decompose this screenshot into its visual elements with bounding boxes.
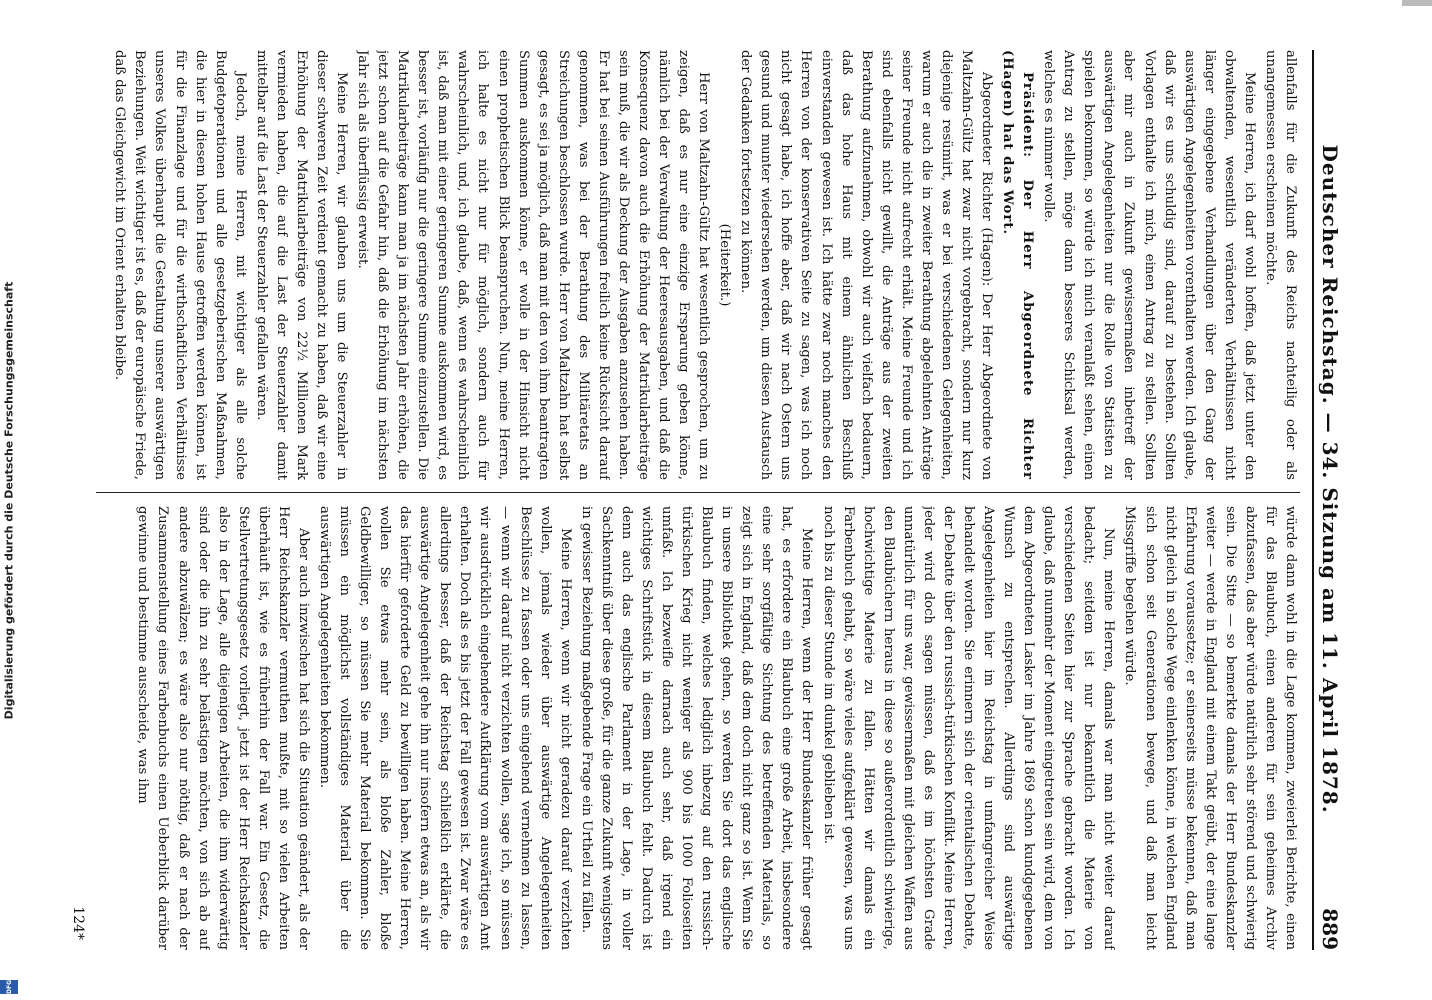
printer-signature: 124* [70, 906, 86, 940]
paragraph: Herr von Maltzahn-Gültz hat wesentlich gesprochen, um zu zeigen, daß es nur eine einzige Ersparung geben könne, nämlich bei der Verwaltung der Heeresausgaben, und daß die Konsequenz davon auch die Erhöhung der Matrikularbeiträge sein muß, die wir als Deckung der Ausgaben anzusehen haben. Er hat bei seinen Ausführungen freilich keine Rücksicht darauf genommen, was bei der Berathung des Militäretats an Streichungen beschlossen wurde. Herr von Maltzahn hat selbst gesagt, es sei ja möglich, daß man mit den von ihm beantragten Summen auskommen könne, er wolle in der Hinsicht nicht einen prophetischen Blick beanspruchen. Nun, meine Herren, ich halte es nicht nur für möglich, sondern auch für wahrscheinlich, und, ich glaube, daß, wenn es wahrscheinlich ist, daß man mit einer geringeren Summe auskommen wird, es besser ist, vorläufig nur die geringere Summe einzustellen. Die Matrikularbeiträge kann man ja im nächsten Jahr erhöhen, die jetzt schon auf die Gefahr hin, daß die Erhöhung im nächsten Jahr sich als überflüssig erweist. [355, 50, 712, 480]
text-column-left [96, 50, 1300, 480]
text-column-right [96, 506, 1300, 950]
dfg-logo-icon: DFG [0, 980, 18, 994]
paragraph: Nun, meine Herren, damals war man nicht weiter darauf bedacht; seitdem ist nur bekanntlich die Materie von verschiedenen Seiten hier zur Sprache gebracht worden. Ich glaube, daß nunmehr der Moment eingetreten sein wird, dem von dem Abgeordneten Lasker im Jahre 1869 schon kundgegebenen Wunsch zu entsprechen. Allerdings sind auswärtige Angelegenheiten hier im Reichstag in umfangreicher Weise behandelt worden. Sie erinnern sich der orientalischen Debatte, der Debatte über den russisch-türkischen Konflikt. Meine Herren, jeder wird doch sagen müssen, daß es im höchsten Grade unnatürlich für uns war, gewissermaßen mit gleichen Waffen aus den Blaubüchern heraus in diese so außerordentlich schwierige, hochwichtige Materie zu fallen. Hätten wir damals ein Farbenbuch gehabt, so wäre vieles aufgeklärt gewesen, was uns noch bis zu dieser Stunde im dunkel geblieben ist. [820, 506, 1117, 950]
column-divider [96, 492, 1300, 493]
digitization-credit [0, 0, 18, 1000]
newspaper-sheet [56, 20, 1376, 980]
paragraph: Abgeordneter Richter (Hagen): Der Herr Abgeordnete von Maltzahn-Gültz hat zwar nicht vorgebracht, sondern nur kurz diejenige resümirt, was er bei verschiedenen Gelegenheiten, warum er auch die in zweiter Berathung abgelehnten Anträge seiner Freunde nicht aufrecht erhält. Meine Freunde und ich sind ebenfalls nicht gewillt, die Anträge aus der zweiten Berathung aufzunehmen, obwohl wir auch vielfach bedauern, daß das hohe Haus mit einem ähnlichen Beschluß einverstanden gewesen ist. Ich hätte zwar noch manches den Herren von der konservativen Seite zu sagen, was ich noch nicht gesagt habe, ich hoffe aber, daß wir nach Ostern uns gesund und munter wiedersehen werden, um diesen Austausch der Gedanken fortsetzen zu können. [738, 50, 995, 480]
paragraph: Meine Herren, wenn wir nicht geradezu darauf verzichten wollen, jemals wieder über auswärtige Angelegenheiten Beschlüsse zu fassen oder uns eingehend vernehmen zu lassen, — wenn wir darauf nicht verzichten wollen, sage ich, so müssen wir ausdrücklich eingehendere Aufklärung vom auswärtigen Amt erhalten. Doch als es bis jetzt der Fall gewesen ist. Zwar wäre es allerdings besser, daß der Reichstag schließlich erklärte, die auswärtige Angelegenheit gehe ihn nur insofern etwas an, als wir das hierfür geforderte Geld zu bewilligen haben. Meine Herren, wollen Sie etwas mehr sein, als bloße Zahler, bloße Geldbewilliger, so müssen Sie mehr Material bekommen. Sie müssen ein möglichst vollständiges Material über die auswärtigen Angelegenheiten bekommen. [317, 506, 573, 950]
paragraph: Aber auch inzwischen hat sich die Situation geändert, als der Herr Reichskanzler vermuthen mußte, mit so vielen Arbeiten überhäuft ist, wie es früherhin der Fall war. Ein Gesetz, die Stellvertretungsgesetz vorliegt, jetzt ist der Herr Reichskanzler also in der Lage, alle diejenigen Arbeiten, die ihm widerwärtig sind oder die ihn zu sehr belästigen möchten, von sich ab auf andere abzuwälzen; es wäre also nur nöthig, daß er nach der Zusammenstellung eines Farbenbuchs einen Ueberblick darüber gewinne und bestimme ausscheide, was ihm [135, 506, 311, 950]
digitization-credit-text: Digitalisierung gefördert durch die Deutsche Forschungsgemeinschaft [2, 281, 16, 719]
paragraph: Meine Herren, wir glauben uns um die Steuerzahler in dieser schweren Zeit verdient gemacht zu haben, daß wir eine Erhöhung der Matrikularbeiträge von 22½ Millionen Mark vermieden haben, die auf die Last der Steuerzahler damit mittelbar auf die Last der Steuerzahler gefallen wären. [253, 50, 350, 480]
paragraph: Jedoch, meine Herren, mit wichtiger als alle solche Budgetoperationen und alle gesetzgeberischen Maßnahmen, die hier in diesem hohen Hause getroffen werden können, ist für die Finanzlage und für die wirthschaftlichen Verhältnisse unseres Volkes überhaupt die Gestaltung unserer auswärtigen Beziehungen. Weit wichtiger ist es, daß der europäische Friede, daß das Gleichgewicht im Orient erhalten bleibe. [112, 50, 248, 480]
paragraph: Meine Herren, wenn der Herr Bundeskanzler früher gesagt hat, es erfordere ein Blaubuch eine große Arbeit, insbesondere eine sehr sorgfältige Sichtung des betreffenden Materials, so zeigt sich in England, daß dem doch nicht ganz so ist. Wenn Sie in unsere Bibliothek gehen, so werden Sie dort das englische Blaubuch finden, welches lediglich inbezug auf den russisch-türkischen Krieg nicht weniger als 900 bis 1000 Folioseiten umfaßt. Ich bezweifle darnach auch sehr, daß irgend ein wichtiges Schriftstück in diesem Blaubuch fehlt. Dadurch ist denn auch das englische Parlament in der Lage, in voller Sachkenntniß über diese große, für die ganze Zukunft wenigstens in gewisser Beziehung maßgebende Frage ein Urtheil zu fällen. [578, 506, 815, 950]
paragraph: allenfalls für die Zukunft des Reichs nachteilig oder als unangemessen erscheinen möchte. [1262, 50, 1298, 480]
speaker-line: Präsident: Der Herr Abgeordnete Richter (Hagen) hat das Wort. [1000, 50, 1036, 480]
scan-edge [1402, 0, 1432, 6]
paragraph: Meine Herren, ich darf wohl hoffen, daß jetzt unter den obwaltenden, wesentlich veränderten Verhältnissen nicht länger eingegebene Verhandlungen über den Gang der auswärtigen Angelegenheiten vorenthalten werden. Ich glaube, daß wir es uns schuldig sind, darauf zu bestehen. Sollten Vorlagen enthalte ich mich, einen Antrag zu stellen. Sollten aber mir auch in Zukunft gewissermaßen inbetreff der auswärtigen Angelegenheiten nur die Rolle von Statisten zu spielen bekommen, so würde ich mich veranlaßt sehen, einen Antrag zu stellen, möge dann besseres Schicksal werden, welches es nimmer wolle. [1041, 50, 1257, 480]
page-title: Deutscher Reichstag. — 34. Sitzung am 11. April 1878. [1318, 144, 1342, 814]
page-header [1312, 50, 1348, 950]
paragraph: würde dann wohl in die Lage kommen, zweierlei Berichte, einen für das Blaubuch, einen anderen für sein geheimes Archiv abzufassen, das aber würde natürlich sehr störend und schwierig sein. Die Sitte — so bemerkte damals der Herr Bundeskanzler weiter — werde in England mit einem Takt geübt, der eine lange Erfahrung voraussetze; er seinerseits müsse bekennen, daß man nicht gleich in solche Wege einlenken könne, in welchen England sich schon seit Generationen bewege, und daß man leicht Missgriffe begehen würde. [1122, 506, 1298, 950]
interjection: (Heiterkeit.) [717, 223, 733, 307]
page-number: 889 [1318, 908, 1342, 950]
